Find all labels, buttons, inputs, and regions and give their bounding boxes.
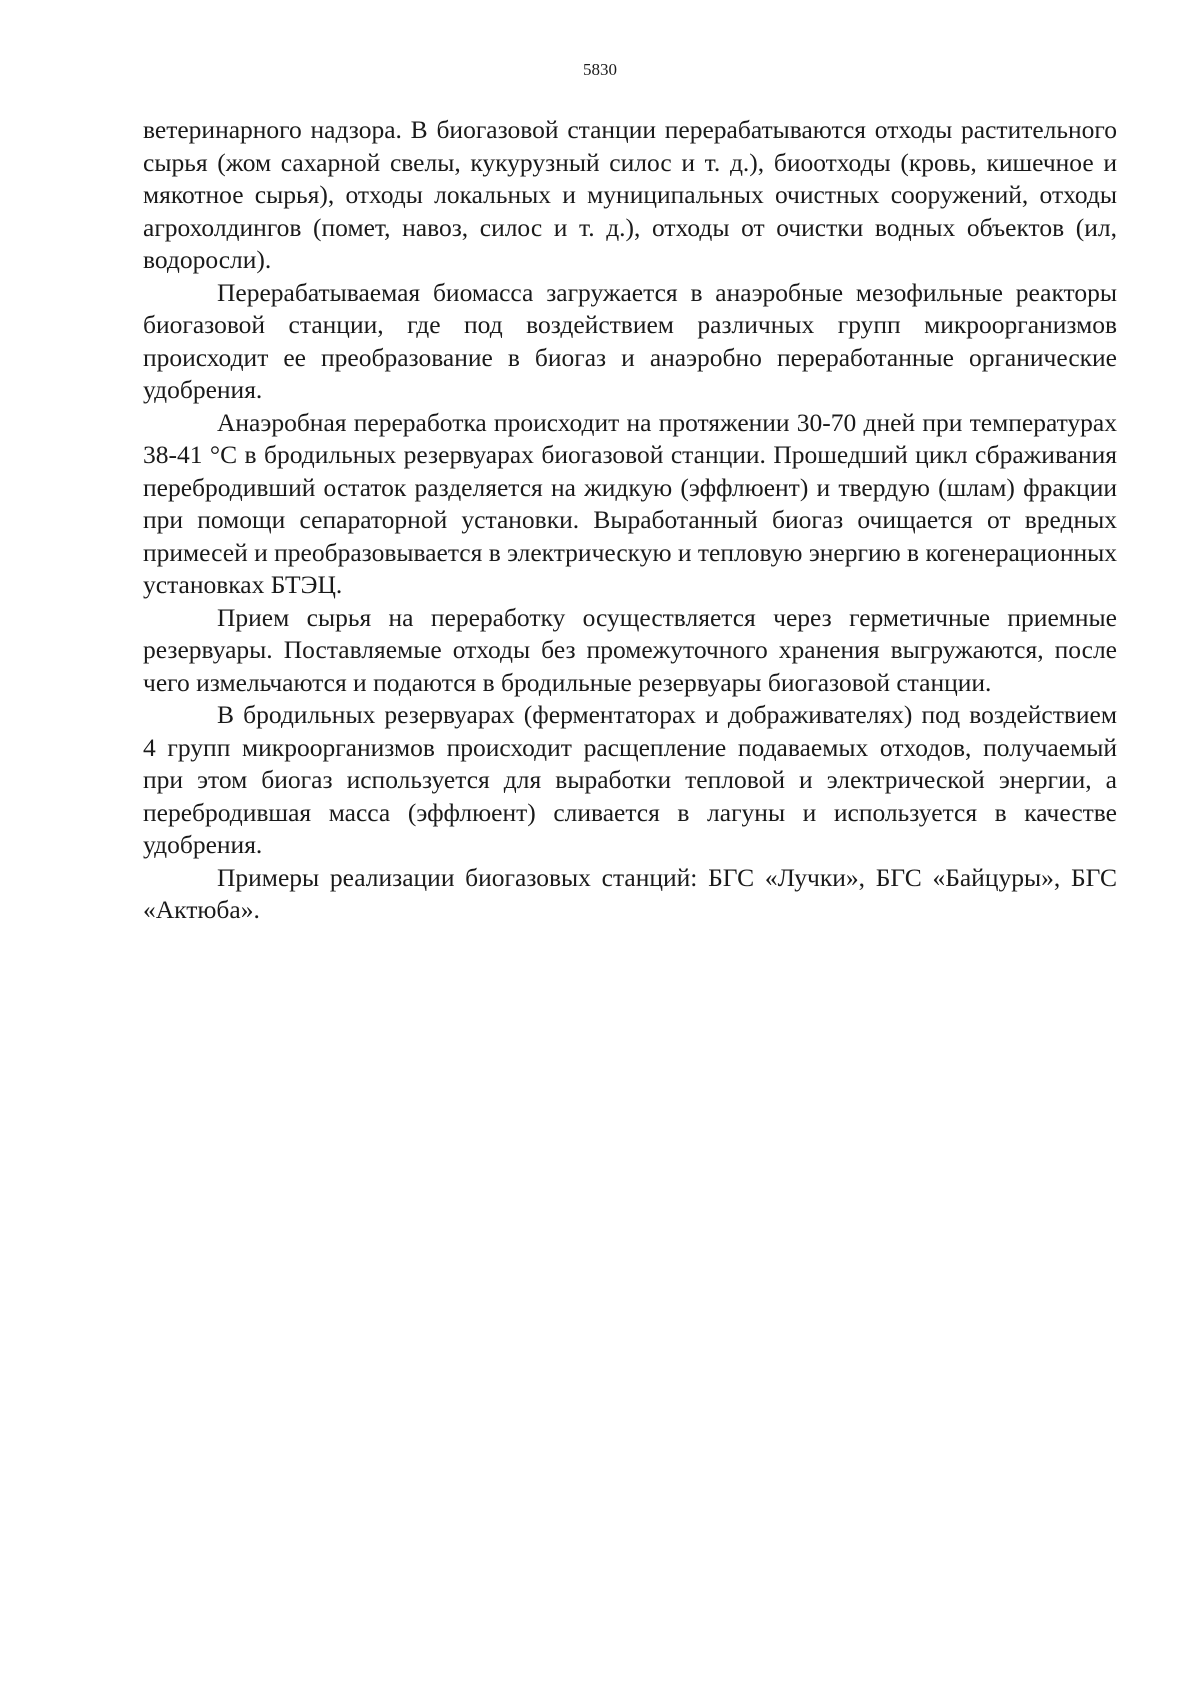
page-number: 5830	[583, 60, 617, 79]
paragraph-5: В бродильных резервуарах (ферментаторах и дображивателях) под воздействием 4 групп микроорганизмов происходит расщепление подаваемых отходов, получаемый при этом биогаз используется для выработки тепловой и электрической энергии, а перебродившая масса (эффлюент) сливается в лагуны и используется в качестве удобрения.	[143, 700, 1117, 859]
paragraph-1: ветеринарного надзора. В биогазовой станции перерабатываются отходы растительного сырья (жом сахарной свелы, кукурузный силос и т. д.), биоотходы (кровь, кишечное и мякотное сырья), отходы локальных и муниципальных очистных сооружений, отходы агрохолдингов (помет, навоз, силос и т. д.), отходы от очистки водных объектов (ил, водоросли).	[143, 115, 1117, 274]
body-text	[143, 114, 1117, 927]
paragraph-6: Примеры реализации биогазовых станций: БГС «Лучки», БГС «Байцуры», БГС «Актюба».	[143, 862, 1117, 924]
paragraph-3: Анаэробная переработка происходит на протяжении 30-70 дней при температурах 38-41 °С в бродильных резервуарах биогазовой станции. Прошедший цикл сбраживания перебродивший остаток разделяется на жидкую (эффлюент) и твердую (шлам) фракции при помощи сепараторной установки. Выработанный биогаз очищается от вредных примесей и преобразовывается в электрическую и тепловую энергию в когенерационных установках БТЭЦ.	[143, 407, 1117, 599]
paragraph-2: Перерабатываемая биомасса загружается в анаэробные мезофильные реакторы биогазовой станции, где под воздействием различных групп микроорганизмов происходит ее преобразование в биогаз и анаэробно переработанные органические удобрения.	[143, 277, 1117, 404]
paragraph-4: Прием сырья на переработку осуществляется через герметичные приемные резервуары. Поставляемые отходы без промежуточного хранения выгружаются, после чего измельчаются и подаются в бродильные резервуары биогазовой станции.	[143, 602, 1117, 697]
